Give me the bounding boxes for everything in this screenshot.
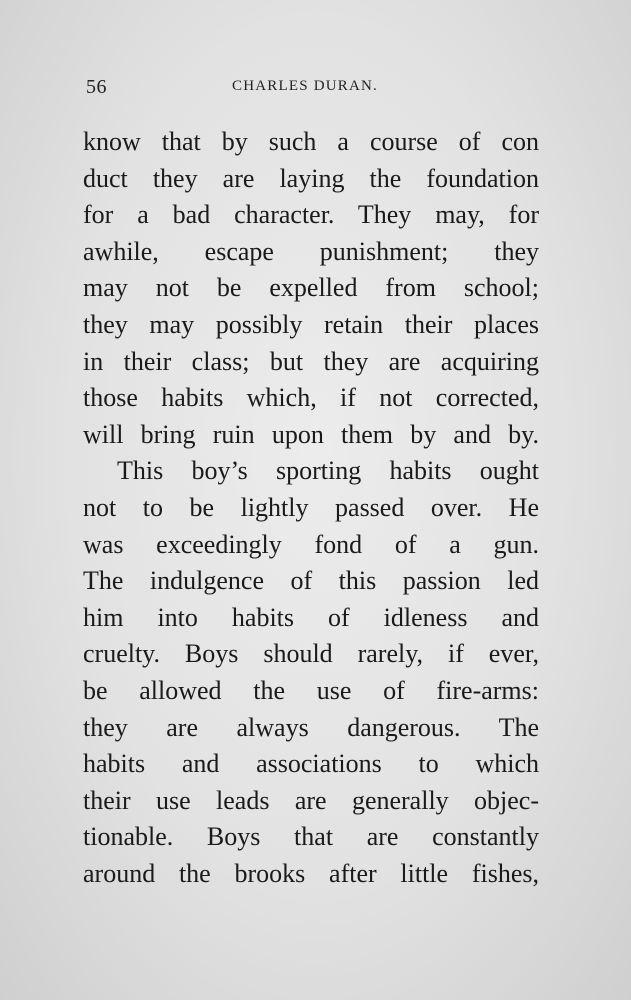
page-number: 56 <box>86 76 107 98</box>
body-text <box>83 124 539 892</box>
text-line: be allowed the use of fire-arms: <box>83 675 539 705</box>
text-line: in their class; but they are acquiring <box>83 346 539 376</box>
text-line: around the brooks after little fishes, <box>83 858 539 888</box>
text-line: not to be lightly passed over. He <box>83 492 539 522</box>
text-line: may not be expelled from school; <box>83 273 539 303</box>
paragraph-first-line: This boy’s sporting habits ought <box>117 456 539 486</box>
text-line: awhile, escape punishment; they <box>83 236 539 266</box>
text-line: tionable. Boys that are constantly <box>83 822 539 852</box>
text-line: will bring ruin upon them by and by. <box>83 419 539 449</box>
text-line: The indulgence of this passion led <box>83 566 539 596</box>
text-line: they are always dangerous. The <box>83 712 539 742</box>
text-line: those habits which, if not corrected, <box>83 383 539 413</box>
text-line: cruelty. Boys should rarely, if ever, <box>83 639 539 669</box>
running-head: CHARLES DURAN. <box>232 78 378 94</box>
text-line: for a bad character. They may, for <box>83 200 539 230</box>
text-line: know that by such a course of con <box>83 127 539 156</box>
text-line: they may possibly retain their places <box>83 309 539 339</box>
text-line: him into habits of idleness and <box>83 602 539 632</box>
page-header <box>86 76 406 100</box>
text-line: their use leads are generally objec- <box>83 785 539 815</box>
text-line: habits and associations to which <box>83 749 539 779</box>
text-line: duct they are laying the foundation <box>83 163 539 193</box>
text-line: was exceedingly fond of a gun. <box>83 529 539 559</box>
